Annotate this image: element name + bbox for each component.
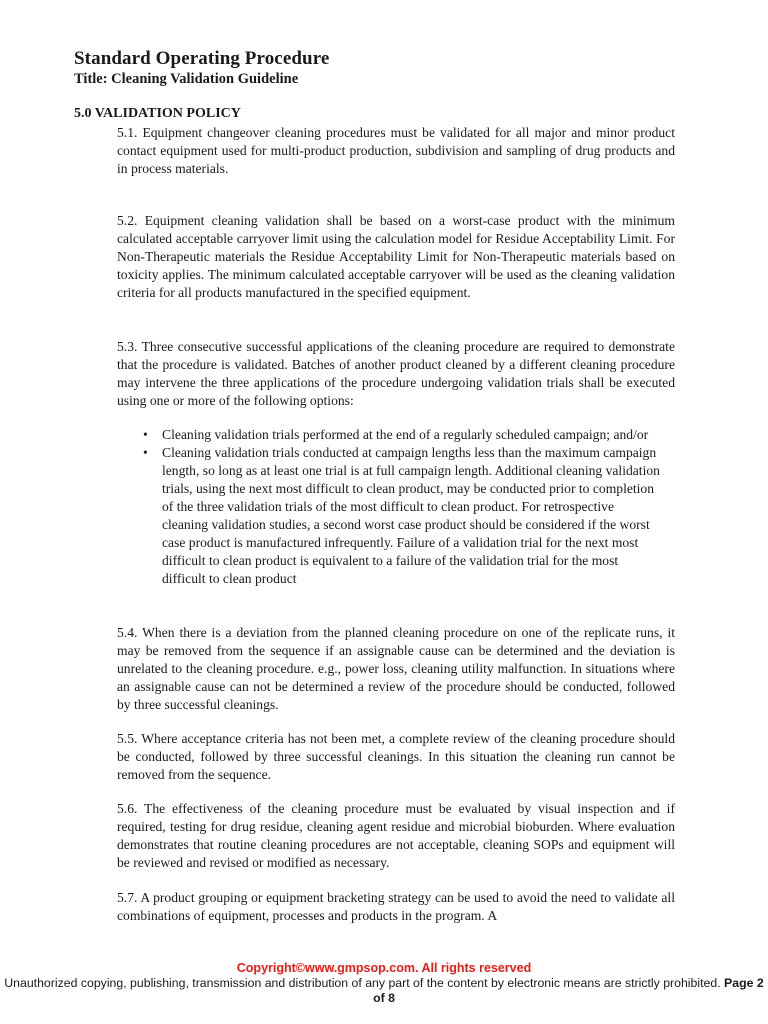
- list-item: [143, 444, 663, 588]
- paragraph-5-2: 5.2. Equipment cleaning validation shall be based on a worst-case product with the minimum calculated acceptable carryover limit using the calculation model for Residue Acceptability Limit. For Non-Therapeutic materials the Residue Acceptability Limit for Non-Therapeutic materials based on toxicity applies. The minimum calculated acceptable carryover will be used as the cleaning validation criteria for all products manufactured in the specified equipment.: [117, 213, 675, 300]
- page-number: Page 2 of 8: [373, 976, 764, 1005]
- paragraph-5-3: 5.3. Three consecutive successful applications of the cleaning procedure are required to demonstrate that the procedure is validated. Batches of another product cleaned by a different cleaning procedure may intervene the three applications of the procedure undergoing validation trials shall be executed using one or more of the following options:: [117, 339, 675, 408]
- list-item-text: Cleaning validation trials performed at the end of a regularly scheduled campaign; and/or: [162, 427, 649, 442]
- paragraph-5-7: 5.7. A product grouping or equipment bracketing strategy can be used to avoid the need to validate all combinations of equipment, processes and products in the program. A: [117, 890, 675, 923]
- section-heading: 5.0 VALIDATION POLICY: [74, 106, 241, 121]
- legal-notice: [0, 976, 768, 1005]
- bullet-icon: •: [143, 445, 148, 460]
- list-item: [143, 426, 663, 444]
- list-item-text: Cleaning validation trials conducted at campaign lengths less than the maximum campaign length, so long as at least one trial is at full campaign length. Additional cleaning validation trials, using the next most difficult to clean product, may be conducted prior to completion of the three validation trials of the most difficult to clean product. For retrospective cleaning validation studies, a second worst case product should be considered if the worst case product is manufactured infrequently. Failure of a validation trial for the next most difficult to clean product is equivalent to a failure of the validation trial for the most difficult to clean product: [162, 445, 660, 586]
- document-title: Standard Operating Procedure: [74, 48, 330, 69]
- paragraph-5-5: 5.5. Where acceptance criteria has not been met, a complete review of the cleaning procedure should be conducted, followed by three successful cleanings. In this situation the cleaning run cannot be removed from the sequence.: [117, 731, 675, 782]
- options-list: [143, 426, 663, 588]
- bullet-icon: •: [143, 427, 148, 442]
- legal-notice-text: Unauthorized copying, publishing, transmission and distribution of any part of the content by electronic means are strictly prohibited.: [4, 976, 721, 990]
- paragraph-5-6: 5.6. The effectiveness of the cleaning procedure must be evaluated by visual inspection and if required, testing for drug residue, cleaning agent residue and microbial bioburden. Where evaluation demonstrates that routine cleaning procedures are not acceptable, cleaning SOPs and equipment will be reviewed and revised or modified as necessary.: [117, 801, 675, 870]
- document-subtitle: Title: Cleaning Validation Guideline: [74, 71, 299, 87]
- paragraph-5-4: 5.4. When there is a deviation from the planned cleaning procedure on one of the replicate runs, it may be removed from the sequence if an assignable cause can be determined and the deviation is unrelated to the cleaning procedure. e.g., power loss, cleaning utility malfunction. In situations where an assignable cause can not be determined a review of the procedure should be conducted, followed by three successful cleanings.: [117, 625, 675, 712]
- copyright-notice: Copyright©www.gmpsop.com. All rights reserved: [236, 961, 532, 975]
- paragraph-5-1: 5.1. Equipment changeover cleaning procedures must be validated for all major and minor product contact equipment used for multi-product production, subdivision and sampling of drug products and in process materials.: [117, 125, 675, 176]
